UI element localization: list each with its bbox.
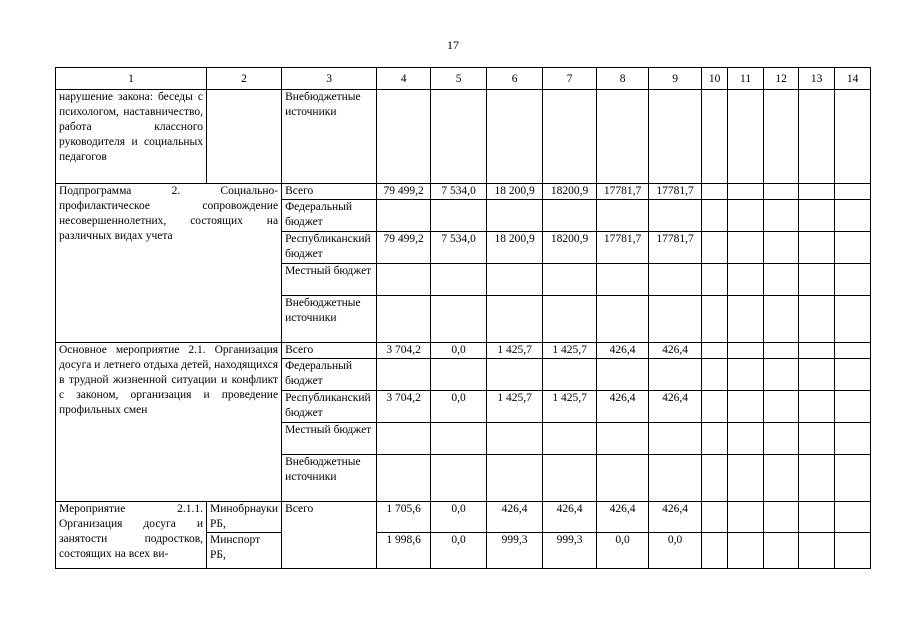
amount-empty-cell bbox=[835, 391, 871, 423]
amount-empty-cell bbox=[835, 264, 871, 296]
amount-cell bbox=[543, 359, 597, 391]
funding-source: Федеральный бюджет bbox=[282, 200, 377, 232]
amount-empty-cell bbox=[835, 423, 871, 455]
executor-cell: Минспорт РБ, bbox=[207, 533, 282, 569]
amount-cell bbox=[597, 200, 649, 232]
amount-empty-cell bbox=[764, 343, 799, 359]
amount-empty-cell bbox=[728, 296, 764, 343]
amount-cell bbox=[431, 455, 487, 502]
amount-cell bbox=[377, 359, 431, 391]
column-number-header: 4 bbox=[377, 68, 431, 90]
amount-empty-cell bbox=[835, 455, 871, 502]
column-number-header: 10 bbox=[702, 68, 728, 90]
amount-cell: 0,0 bbox=[431, 533, 487, 569]
amount-empty-cell bbox=[764, 533, 799, 569]
amount-cell bbox=[649, 264, 702, 296]
amount-cell: 17781,7 bbox=[597, 232, 649, 264]
amount-empty-cell bbox=[728, 533, 764, 569]
amount-cell: 7 534,0 bbox=[431, 184, 487, 200]
amount-empty-cell bbox=[764, 232, 799, 264]
amount-cell: 0,0 bbox=[649, 533, 702, 569]
amount-empty-cell bbox=[835, 296, 871, 343]
amount-cell: 7 534,0 bbox=[431, 232, 487, 264]
funding-source: Республиканский бюджет bbox=[282, 232, 377, 264]
amount-cell: 1 425,7 bbox=[487, 391, 543, 423]
amount-cell: 17781,7 bbox=[649, 232, 702, 264]
amount-empty-cell bbox=[799, 533, 835, 569]
continuation-empty-cell bbox=[487, 90, 543, 184]
funding-source: Внебюджетные источники bbox=[282, 90, 377, 184]
event-description: нарушение закона: беседы с психологом, наставничество, работа классного руководителя и социальных педагогов bbox=[56, 90, 207, 184]
main_event_2_1-row bbox=[56, 343, 871, 359]
amount-empty-cell bbox=[702, 533, 728, 569]
amount-empty-cell bbox=[835, 343, 871, 359]
amount-cell bbox=[487, 264, 543, 296]
amount-empty-cell bbox=[702, 359, 728, 391]
amount-empty-cell bbox=[702, 184, 728, 200]
amount-empty-cell bbox=[702, 455, 728, 502]
amount-empty-cell bbox=[728, 200, 764, 232]
column-number-header: 12 bbox=[764, 68, 799, 90]
amount-empty-cell bbox=[835, 533, 871, 569]
event-2-1-1-row bbox=[56, 502, 871, 533]
amount-empty-cell bbox=[702, 200, 728, 232]
amount-empty-cell bbox=[702, 264, 728, 296]
column-number-header: 13 bbox=[799, 68, 835, 90]
amount-empty-cell bbox=[764, 455, 799, 502]
amount-cell bbox=[649, 423, 702, 455]
amount-cell bbox=[543, 264, 597, 296]
funding-source: Всего bbox=[282, 502, 377, 569]
funding-source: Местный бюджет bbox=[282, 423, 377, 455]
funding-source: Всего bbox=[282, 343, 377, 359]
continuation-empty-cell bbox=[377, 90, 431, 184]
amount-cell: 426,4 bbox=[597, 502, 649, 533]
column-number-header: 2 bbox=[207, 68, 282, 90]
amount-empty-cell bbox=[835, 232, 871, 264]
amount-empty-cell bbox=[799, 502, 835, 533]
amount-empty-cell bbox=[702, 502, 728, 533]
amount-empty-cell bbox=[764, 423, 799, 455]
amount-cell: 79 499,2 bbox=[377, 184, 431, 200]
amount-cell: 3 704,2 bbox=[377, 391, 431, 423]
funding-source: Местный бюджет bbox=[282, 264, 377, 296]
amount-cell: 1 425,7 bbox=[487, 343, 543, 359]
amount-empty-cell bbox=[799, 343, 835, 359]
amount-cell: 18200,9 bbox=[543, 184, 597, 200]
amount-cell: 426,4 bbox=[487, 502, 543, 533]
column-number-header: 7 bbox=[543, 68, 597, 90]
amount-cell bbox=[649, 455, 702, 502]
amount-empty-cell bbox=[764, 264, 799, 296]
amount-cell: 18200,9 bbox=[543, 232, 597, 264]
main-event-description: Основное мероприятие 2.1. Организация досуга и летнего отдыха детей, находящихся в трудной жизненной ситуации и конфликт с законом, организация и проведение профильных смен bbox=[56, 343, 282, 502]
amount-empty-cell bbox=[702, 343, 728, 359]
continuation-empty-cell bbox=[764, 90, 799, 184]
amount-cell bbox=[487, 423, 543, 455]
amount-cell bbox=[377, 264, 431, 296]
page-number: 17 bbox=[447, 38, 459, 52]
amount-cell bbox=[597, 264, 649, 296]
continuation-empty-cell bbox=[702, 90, 728, 184]
continuation-empty-cell bbox=[728, 90, 764, 184]
amount-empty-cell bbox=[799, 296, 835, 343]
continuation-empty-cell bbox=[649, 90, 702, 184]
amount-cell: 426,4 bbox=[649, 502, 702, 533]
continuation-row bbox=[56, 90, 871, 184]
budget-table bbox=[55, 67, 871, 569]
amount-cell: 1 425,7 bbox=[543, 391, 597, 423]
amount-cell bbox=[543, 455, 597, 502]
amount-cell bbox=[431, 423, 487, 455]
amount-empty-cell bbox=[799, 232, 835, 264]
column-number-row bbox=[56, 68, 871, 90]
funding-source: Внебюджетные источники bbox=[282, 296, 377, 343]
event-description: Мероприятие 2.1.1. Организация досуга и занятости подростков, состоящих на всех ви- bbox=[56, 502, 207, 569]
amount-empty-cell bbox=[728, 232, 764, 264]
amount-empty-cell bbox=[728, 359, 764, 391]
continuation-empty-cell bbox=[799, 90, 835, 184]
amount-cell: 999,3 bbox=[543, 533, 597, 569]
amount-cell: 426,4 bbox=[597, 343, 649, 359]
amount-cell bbox=[543, 423, 597, 455]
amount-cell: 79 499,2 bbox=[377, 232, 431, 264]
amount-cell bbox=[431, 264, 487, 296]
amount-empty-cell bbox=[702, 423, 728, 455]
funding-source: Республиканский бюджет bbox=[282, 391, 377, 423]
amount-cell: 426,4 bbox=[543, 502, 597, 533]
amount-empty-cell bbox=[764, 296, 799, 343]
amount-cell: 0,0 bbox=[431, 343, 487, 359]
funding-source: Всего bbox=[282, 184, 377, 200]
amount-cell bbox=[377, 423, 431, 455]
amount-cell bbox=[597, 359, 649, 391]
amount-empty-cell bbox=[702, 232, 728, 264]
amount-empty-cell bbox=[799, 184, 835, 200]
amount-cell bbox=[487, 200, 543, 232]
amount-cell bbox=[431, 200, 487, 232]
column-number-header: 1 bbox=[56, 68, 207, 90]
amount-cell: 18 200,9 bbox=[487, 184, 543, 200]
amount-empty-cell bbox=[764, 184, 799, 200]
amount-empty-cell bbox=[702, 391, 728, 423]
amount-empty-cell bbox=[799, 264, 835, 296]
continuation-empty-cell bbox=[431, 90, 487, 184]
amount-cell bbox=[431, 296, 487, 343]
amount-empty-cell bbox=[799, 200, 835, 232]
amount-cell bbox=[431, 359, 487, 391]
amount-empty-cell bbox=[835, 200, 871, 232]
amount-empty-cell bbox=[728, 391, 764, 423]
column-number-header: 11 bbox=[728, 68, 764, 90]
amount-empty-cell bbox=[728, 502, 764, 533]
amount-cell: 1 705,6 bbox=[377, 502, 431, 533]
column-number-header: 5 bbox=[431, 68, 487, 90]
continuation-empty-cell bbox=[835, 90, 871, 184]
amount-cell bbox=[597, 296, 649, 343]
amount-cell: 999,3 bbox=[487, 533, 543, 569]
amount-empty-cell bbox=[728, 264, 764, 296]
amount-cell bbox=[597, 455, 649, 502]
amount-cell bbox=[543, 296, 597, 343]
amount-cell bbox=[487, 296, 543, 343]
amount-cell: 1 425,7 bbox=[543, 343, 597, 359]
continuation-empty-cell bbox=[597, 90, 649, 184]
amount-cell bbox=[649, 296, 702, 343]
amount-empty-cell bbox=[799, 359, 835, 391]
amount-empty-cell bbox=[728, 343, 764, 359]
amount-empty-cell bbox=[764, 502, 799, 533]
amount-cell: 426,4 bbox=[597, 391, 649, 423]
column-number-header: 14 bbox=[835, 68, 871, 90]
subprogram-description: Подпрограмма 2. Социально-профилактическое сопровождение несовершеннолетних, состоящих на различных видах учета bbox=[56, 184, 282, 343]
continuation-empty-cell bbox=[543, 90, 597, 184]
amount-cell: 1 998,6 bbox=[377, 533, 431, 569]
amount-empty-cell bbox=[728, 423, 764, 455]
amount-cell bbox=[487, 359, 543, 391]
amount-cell: 426,4 bbox=[649, 391, 702, 423]
amount-empty-cell bbox=[799, 391, 835, 423]
amount-cell: 0,0 bbox=[597, 533, 649, 569]
amount-empty-cell bbox=[728, 455, 764, 502]
amount-cell: 0,0 bbox=[431, 391, 487, 423]
amount-cell: 426,4 bbox=[649, 343, 702, 359]
amount-empty-cell bbox=[835, 184, 871, 200]
amount-cell bbox=[377, 200, 431, 232]
amount-cell bbox=[543, 200, 597, 232]
executor-cell: Минобрнауки РБ, bbox=[207, 502, 282, 533]
amount-cell bbox=[597, 423, 649, 455]
amount-empty-cell bbox=[764, 200, 799, 232]
column-number-header: 6 bbox=[487, 68, 543, 90]
amount-cell bbox=[649, 359, 702, 391]
column-number-header: 8 bbox=[597, 68, 649, 90]
column-number-header: 3 bbox=[282, 68, 377, 90]
amount-empty-cell bbox=[764, 359, 799, 391]
funding-source: Внебюджетные источники bbox=[282, 455, 377, 502]
amount-cell: 0,0 bbox=[431, 502, 487, 533]
amount-empty-cell bbox=[702, 296, 728, 343]
subprogram2-row bbox=[56, 184, 871, 200]
amount-empty-cell bbox=[764, 391, 799, 423]
amount-cell: 17781,7 bbox=[649, 184, 702, 200]
amount-cell bbox=[377, 296, 431, 343]
amount-cell: 17781,7 bbox=[597, 184, 649, 200]
amount-cell bbox=[377, 455, 431, 502]
executor-cell bbox=[207, 90, 282, 184]
amount-empty-cell bbox=[835, 359, 871, 391]
amount-empty-cell bbox=[799, 423, 835, 455]
amount-cell: 3 704,2 bbox=[377, 343, 431, 359]
amount-cell: 18 200,9 bbox=[487, 232, 543, 264]
funding-source: Федеральный бюджет bbox=[282, 359, 377, 391]
column-number-header: 9 bbox=[649, 68, 702, 90]
amount-empty-cell bbox=[835, 502, 871, 533]
amount-cell bbox=[487, 455, 543, 502]
amount-empty-cell bbox=[799, 455, 835, 502]
amount-cell bbox=[649, 200, 702, 232]
amount-empty-cell bbox=[728, 184, 764, 200]
